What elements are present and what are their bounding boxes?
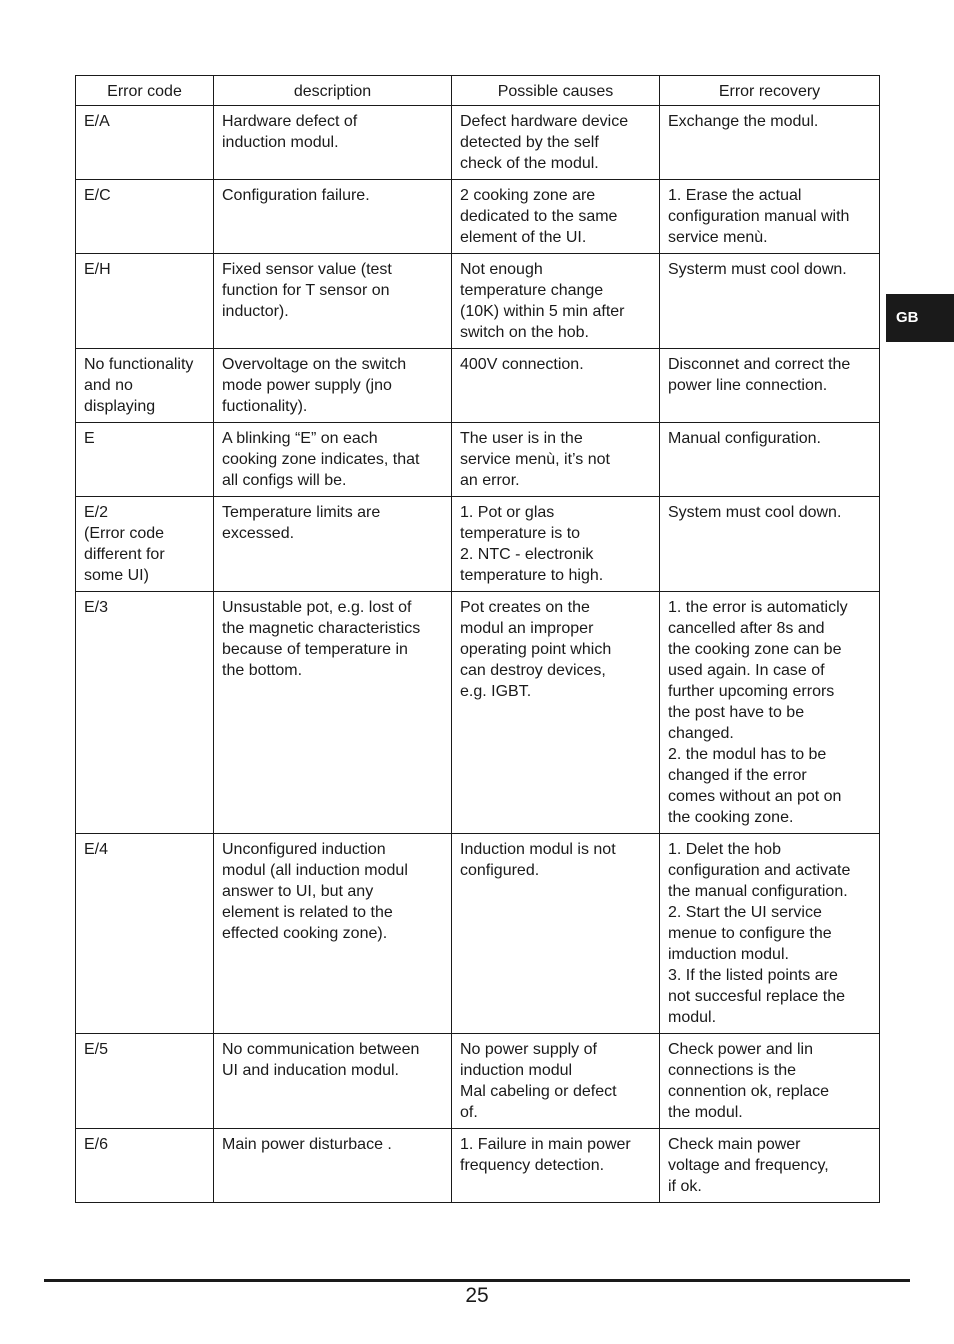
cell-error-code: E/6 bbox=[76, 1129, 214, 1203]
cell-error-recovery: Disconnet and correct the power line connection. bbox=[660, 349, 880, 423]
cell-possible-causes: Not enough temperature change (10K) within 5 min after switch on the hob. bbox=[452, 254, 660, 349]
cell-error-recovery: Check power and lin connections is the connention ok, replace the modul. bbox=[660, 1034, 880, 1129]
cell-error-recovery: 1. Erase the actual configuration manual with service menù. bbox=[660, 180, 880, 254]
error-code-table bbox=[75, 75, 880, 1203]
cell-error-code: No functionality and no displaying bbox=[76, 349, 214, 423]
cell-possible-causes: Induction modul is not configured. bbox=[452, 834, 660, 1034]
cell-possible-causes: 400V connection. bbox=[452, 349, 660, 423]
table-header-row bbox=[76, 76, 880, 106]
cell-description: Overvoltage on the switch mode power supply (jno fuctionality). bbox=[214, 349, 452, 423]
table-row bbox=[76, 423, 880, 497]
header-possible-causes: Possible causes bbox=[452, 76, 660, 106]
cell-possible-causes: 1. Failure in main power frequency detection. bbox=[452, 1129, 660, 1203]
table-row bbox=[76, 180, 880, 254]
cell-error-recovery: Manual configuration. bbox=[660, 423, 880, 497]
cell-description: No communication between UI and inducation modul. bbox=[214, 1034, 452, 1129]
cell-possible-causes: Pot creates on the modul an improper operating point which can destroy devices, e.g. IGBT. bbox=[452, 592, 660, 834]
cell-possible-causes: 1. Pot or glas temperature is to 2. NTC - electronik temperature to high. bbox=[452, 497, 660, 592]
cell-error-recovery: System must cool down. bbox=[660, 497, 880, 592]
cell-description: Hardware defect of induction modul. bbox=[214, 106, 452, 180]
cell-error-code: E/2 (Error code different for some UI) bbox=[76, 497, 214, 592]
cell-description: A blinking “E” on each cooking zone indicates, that all configs will be. bbox=[214, 423, 452, 497]
cell-description: Temperature limits are excessed. bbox=[214, 497, 452, 592]
page-number: 25 bbox=[465, 1284, 489, 1307]
header-error-code: Error code bbox=[76, 76, 214, 106]
table-row bbox=[76, 834, 880, 1034]
cell-error-recovery: 1. Delet the hob configuration and activate the manual configuration. 2. Start the UI service menue to configure the imduction modul. 3. If the listed points are not succesful replace the modul. bbox=[660, 834, 880, 1034]
cell-description: Unconfigured induction modul (all induction modul answer to UI, but any element is related to the effected cooking zone). bbox=[214, 834, 452, 1034]
language-tab: GB bbox=[886, 294, 954, 342]
cell-error-code: E/C bbox=[76, 180, 214, 254]
footer-divider bbox=[44, 1279, 910, 1282]
table-row bbox=[76, 254, 880, 349]
cell-error-recovery: Exchange the modul. bbox=[660, 106, 880, 180]
cell-description: Main power disturbace . bbox=[214, 1129, 452, 1203]
cell-error-code: E/A bbox=[76, 106, 214, 180]
cell-possible-causes: No power supply of induction modul Mal cabeling or defect of. bbox=[452, 1034, 660, 1129]
cell-possible-causes: 2 cooking zone are dedicated to the same element of the UI. bbox=[452, 180, 660, 254]
cell-error-code: E/4 bbox=[76, 834, 214, 1034]
header-error-recovery: Error recovery bbox=[660, 76, 880, 106]
table-row bbox=[76, 1034, 880, 1129]
cell-error-code: E/5 bbox=[76, 1034, 214, 1129]
table-row bbox=[76, 497, 880, 592]
cell-description: Fixed sensor value (test function for T sensor on inductor). bbox=[214, 254, 452, 349]
table-row bbox=[76, 1129, 880, 1203]
cell-error-code: E/H bbox=[76, 254, 214, 349]
cell-possible-causes: Defect hardware device detected by the self check of the modul. bbox=[452, 106, 660, 180]
cell-error-recovery: 1. the error is automaticly cancelled after 8s and the cooking zone can be used again. In case of further upcoming errors the post have to be changed. 2. the modul has to be changed if the error comes without an pot on the cooking zone. bbox=[660, 592, 880, 834]
cell-error-recovery: Systerm must cool down. bbox=[660, 254, 880, 349]
table-row bbox=[76, 592, 880, 834]
cell-possible-causes: The user is in the service menù, it’s not an error. bbox=[452, 423, 660, 497]
cell-error-code: E/3 bbox=[76, 592, 214, 834]
cell-description: Unsustable pot, e.g. lost of the magnetic characteristics because of temperature in the bottom. bbox=[214, 592, 452, 834]
table-row bbox=[76, 106, 880, 180]
cell-description: Configuration failure. bbox=[214, 180, 452, 254]
cell-error-recovery: Check main power voltage and frequency, if ok. bbox=[660, 1129, 880, 1203]
cell-error-code: E bbox=[76, 423, 214, 497]
table-row bbox=[76, 349, 880, 423]
header-description: description bbox=[214, 76, 452, 106]
